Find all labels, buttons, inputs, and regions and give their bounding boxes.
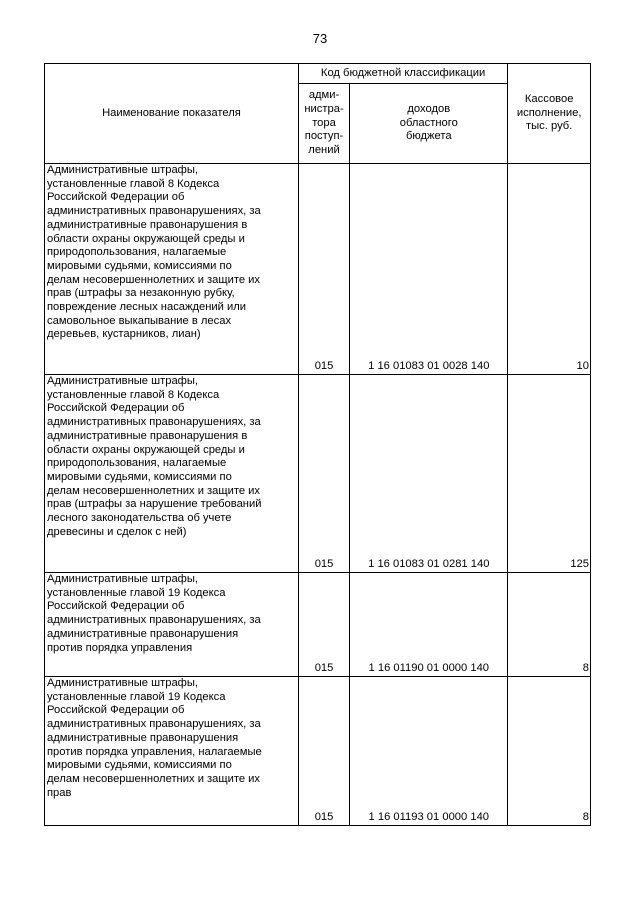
budget-table [44, 63, 591, 826]
table-row [45, 677, 591, 826]
budget-income-code: 1 16 01083 01 0281 140 [350, 375, 508, 573]
header-admin-column: адми- нистра- тора поступ- лений [298, 84, 349, 164]
cash-execution-amount: 10 [508, 164, 591, 375]
table-row [45, 375, 591, 573]
header-execution-column: Кассовое исполнение, тыс. руб. [508, 64, 591, 164]
header-name-column: Наименование показателя [45, 64, 299, 164]
indicator-name: Административные штрафы, установленные главой 8 Кодекса Российской Федерации об административных правонарушениях, за административные правонарушения в области охраны окружающей среды и природопользования, налагаемые мировыми судьями, комиссиями по делам несовершеннолетних и защите их прав (штрафы за нарушение требований лесного законодательства об учете древесины и сделок с ней) [45, 375, 299, 573]
admin-code: 015 [298, 573, 349, 677]
header-budget-code-group: Код бюджетной классификации [298, 64, 508, 84]
cash-execution-amount: 8 [508, 573, 591, 677]
header-row-top [45, 64, 591, 84]
budget-income-code: 1 16 01193 01 0000 140 [350, 677, 508, 826]
indicator-name: Административные штрафы, установленные главой 19 Кодекса Российской Федерации об административных правонарушениях, за административные правонарушения против порядка управления, налагаемые мировыми судьями, комиссиями по делам несовершеннолетних и защите их прав [45, 677, 299, 826]
budget-income-code: 1 16 01190 01 0000 140 [350, 573, 508, 677]
table-row [45, 573, 591, 677]
indicator-name: Административные штрафы, установленные главой 8 Кодекса Российской Федерации об административных правонарушениях, за административные правонарушения в области охраны окружающей среды и природопользования, налагаемые мировыми судьями, комиссиями по делам несовершеннолетних и защите их прав (штрафы за незаконную рубку, повреждение лесных насаждений или самовольное выкапывание в лесах деревьев, кустарников, лиан) [45, 164, 299, 375]
cash-execution-amount: 125 [508, 375, 591, 573]
page-number: 73 [312, 31, 328, 46]
table-row [45, 164, 591, 375]
admin-code: 015 [298, 164, 349, 375]
cash-execution-amount: 8 [508, 677, 591, 826]
admin-code: 015 [298, 375, 349, 573]
indicator-name: Административные штрафы, установленные главой 19 Кодекса Российской Федерации об административных правонарушениях, за административные правонарушения против порядка управления [45, 573, 299, 677]
budget-income-code: 1 16 01083 01 0028 140 [350, 164, 508, 375]
admin-code: 015 [298, 677, 349, 826]
header-income-column: доходов областного бюджета [350, 84, 508, 164]
